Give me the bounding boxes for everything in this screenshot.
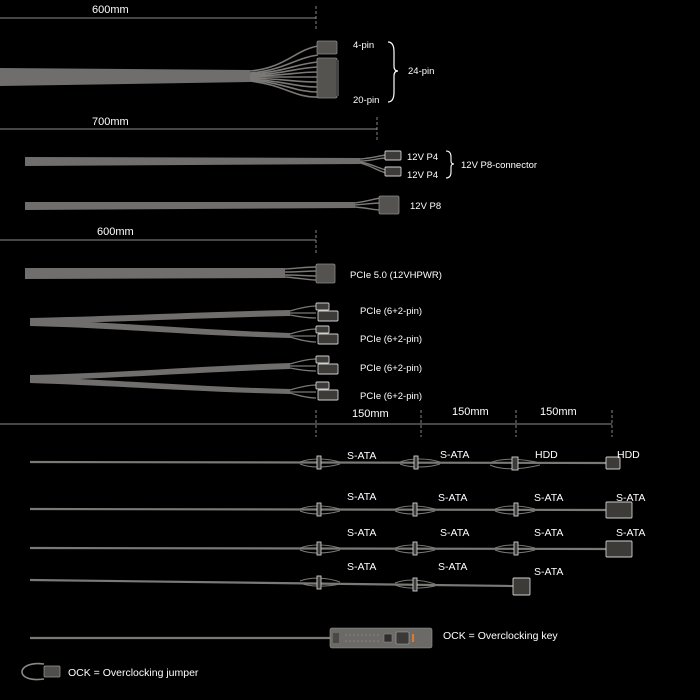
sata-label-r3-1: S-ATA <box>347 527 377 539</box>
pcie-62-label-3: PCIe (6+2-pin) <box>360 363 423 374</box>
ock-jumper-loop <box>22 664 44 680</box>
sata-plug-r3-2 <box>413 542 417 555</box>
sata-plug-r1-2 <box>414 456 418 469</box>
atx-24pin-label: 24-pin <box>408 66 435 77</box>
atx-20pin-plug <box>317 58 337 98</box>
sata-label-r1-4: HDD <box>617 449 640 461</box>
sata-label-r2-2: S-ATA <box>438 492 468 504</box>
cpu-p8-plug <box>379 196 399 214</box>
ock-key-switch <box>396 632 409 644</box>
sata-plug-r1-1 <box>317 456 321 469</box>
pcie-12vhpwr-label: PCIe 5.0 (12VHPWR) <box>350 270 442 281</box>
sata-cable-row-1 <box>30 449 640 470</box>
sata-label-r2-4: S-ATA <box>616 492 646 504</box>
sata-plug-r3-4 <box>606 541 632 557</box>
sata-label-r2-1: S-ATA <box>347 491 377 503</box>
pcie-62-label-1: PCIe (6+2-pin) <box>360 306 423 317</box>
sata-label-r3-4: S-ATA <box>616 527 646 539</box>
cpu-p4-label-b: 12V P4 <box>407 170 439 181</box>
sata-label-r4-3: S-ATA <box>534 566 564 578</box>
sata-plug-r4-3 <box>513 578 530 595</box>
dimension-700mm <box>0 116 377 141</box>
atx-20pin-label: 20-pin <box>353 95 380 106</box>
sata-label-r3-2: S-ATA <box>440 527 470 539</box>
atx-group-brace <box>388 42 398 102</box>
cpu-p4-plug-a <box>385 151 401 160</box>
dimension-label-150mm-3: 150mm <box>540 406 577 418</box>
sata-cable-row-3 <box>30 527 645 557</box>
dimension-label-600mm: 600mm <box>92 4 129 16</box>
cpu-p4-label-a: 12V P4 <box>407 152 439 163</box>
sata-cable-row-2 <box>30 491 645 518</box>
dimension-label-150mm-2: 150mm <box>452 406 489 418</box>
pcie-12vhpwr-cable <box>25 264 442 283</box>
atx-4pin-label: 4-pin <box>353 40 375 51</box>
sata-plug-r3-1 <box>317 542 321 555</box>
sata-plug-r2-4 <box>606 502 632 518</box>
dimension-150mm-sata <box>0 406 612 437</box>
ock-jumper-plug <box>44 666 60 677</box>
sata-label-r1-2: S-ATA <box>440 449 470 461</box>
sata-plug-r2-3 <box>514 503 518 516</box>
dimension-600mm-top <box>0 4 316 30</box>
pcie-62-cable-pair-2 <box>30 356 422 402</box>
sata-cable-row-4 <box>30 561 563 595</box>
ock-key-indicator <box>412 634 414 642</box>
pcie-62-plug-6pin-3 <box>318 364 338 374</box>
pcie-62-plug-6pin-1 <box>318 311 338 321</box>
sata-label-r3-3: S-ATA <box>534 527 564 539</box>
sata-label-r2-3: S-ATA <box>534 492 564 504</box>
cpu-p8-brace <box>446 151 454 178</box>
cpu-p8-label: 12V P8 <box>410 201 442 212</box>
ock-key-label: OCK = Overclocking key <box>443 630 558 642</box>
sata-label-r4-1: S-ATA <box>347 561 377 573</box>
pcie-62-label-2: PCIe (6+2-pin) <box>360 334 423 345</box>
pcie-62-plug-2pin-4 <box>316 382 329 389</box>
pcie-62-label-4: PCIe (6+2-pin) <box>360 391 423 402</box>
dimension-label-700mm: 700mm <box>92 116 129 128</box>
sata-label-r1-3: HDD <box>535 449 558 461</box>
sata-plug-r2-2 <box>413 503 417 516</box>
pcie-62-plug-6pin-2 <box>318 334 338 344</box>
ock-key-block <box>330 628 432 648</box>
sata-plug-r4-2 <box>413 578 417 591</box>
ock-jumper <box>22 664 199 680</box>
pcie-62-plug-2pin-3 <box>316 356 329 363</box>
sata-label-r4-2: S-ATA <box>438 561 468 573</box>
atx-24pin-cable <box>0 40 434 106</box>
cpu-p4p4-cable <box>25 151 537 181</box>
cpu-p8-cable <box>25 196 441 214</box>
pcie-12vhpwr-plug <box>316 264 335 283</box>
hdd-plug-r1-3 <box>512 457 518 470</box>
pcie-62-plug-2pin-1 <box>316 303 329 310</box>
cpu-p8-connector-label: 12V P8-connector <box>461 160 538 171</box>
pcie-62-plug-6pin-4 <box>318 390 338 400</box>
sata-plug-r2-1 <box>317 503 321 516</box>
ock-key-cable <box>30 628 558 648</box>
ock-jumper-label: OCK = Overclocking jumper <box>68 667 199 679</box>
sata-label-r1-1: S-ATA <box>347 450 377 462</box>
sata-plug-r3-3 <box>514 542 518 555</box>
dimension-600mm-pcie <box>0 226 316 253</box>
pcie-62-plug-2pin-2 <box>316 326 329 333</box>
cpu-p4-plug-b <box>385 167 401 176</box>
dimension-label-150mm-1: 150mm <box>352 408 389 420</box>
pcie-62-cable-pair-1 <box>30 303 422 345</box>
atx-4pin-plug <box>317 41 337 54</box>
sata-plug-r4-1 <box>317 576 321 589</box>
dimension-label-600mm-pcie: 600mm <box>97 226 134 238</box>
